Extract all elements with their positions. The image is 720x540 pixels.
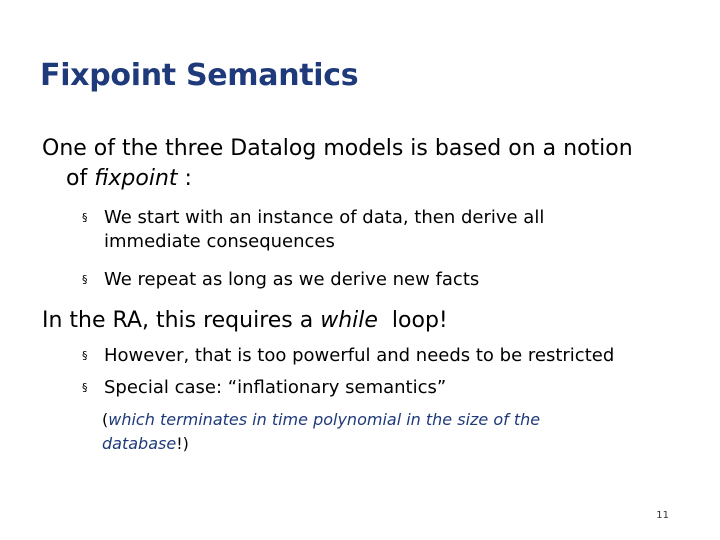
bullet-point-2-prefix: In the RA, this requires a	[42, 308, 321, 333]
bullet-point-1	[42, 134, 633, 194]
bullet-point-1-prefix: of	[66, 166, 95, 191]
sub-bullet-2-2	[82, 376, 446, 400]
sub-bullet-1-1	[82, 206, 544, 254]
square-bullet-icon: §	[82, 381, 88, 394]
square-bullet-icon: §	[82, 273, 88, 286]
bullet-point-1-suffix: :	[177, 166, 192, 191]
sub-bullet-1-1-line1: We start with an instance of data, then derive all	[104, 207, 545, 228]
bullet-point-2-suffix: loop!	[377, 308, 448, 333]
bullet-point-1-line1: One of the three Datalog models is based on a notion	[42, 136, 633, 161]
note-line2-text: database	[102, 434, 177, 453]
sub-bullet-1-2	[82, 268, 479, 292]
note-close: !)	[176, 434, 189, 453]
note-line1-text: which terminates in time polynomial in the size of the	[108, 410, 541, 429]
bullet-point-1-line2	[42, 164, 633, 194]
sub-bullet-2-2-text: Special case: “inflationary semantics”	[104, 377, 447, 398]
note-open-paren: (	[102, 410, 109, 429]
note-parenthetical	[102, 408, 540, 456]
fixpoint-term: fixpoint	[94, 166, 178, 191]
note-line1	[102, 408, 540, 432]
bullet-point-2	[42, 306, 448, 336]
square-bullet-icon: §	[82, 349, 88, 362]
sub-bullet-2-1-text: However, that is too powerful and needs to be restricted	[104, 345, 615, 366]
slide-title: Fixpoint Semantics	[40, 58, 359, 93]
sub-bullet-1-2-text: We repeat as long as we derive new facts	[104, 269, 480, 290]
while-term: while	[320, 308, 378, 333]
sub-bullet-2-1	[82, 344, 614, 368]
square-bullet-icon: §	[82, 211, 88, 224]
note-line2	[102, 432, 540, 456]
sub-bullet-1-1-line2: immediate consequences	[104, 231, 335, 252]
page-number: 11	[656, 510, 669, 521]
